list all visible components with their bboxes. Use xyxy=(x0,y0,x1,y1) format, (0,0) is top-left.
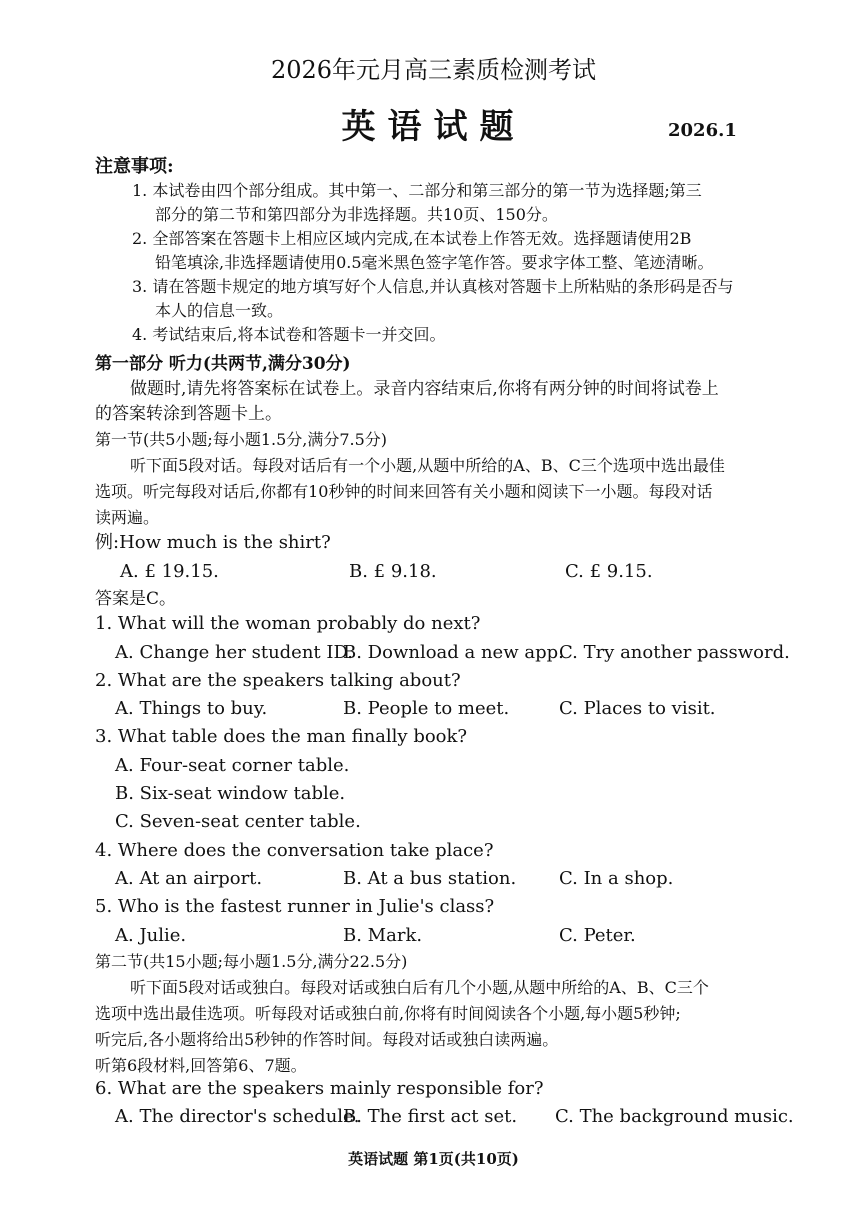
section1-intro: 听下面5段对话。每段对话后有一个小题,从题中所给的A、B、C三个选项中选出最佳 xyxy=(130,456,725,475)
question-4-option-a: A. At an airport. xyxy=(115,868,263,889)
question-2: 2. What are the speakers talking about? xyxy=(95,670,461,691)
question-6-option-a: A. The director's schedule. xyxy=(115,1106,360,1127)
material-instruction: 听第6段材料,回答第6、7题。 xyxy=(95,1056,307,1075)
question-2-option-a: A. Things to buy. xyxy=(115,698,268,719)
question-2-option-c: C. Places to visit. xyxy=(559,698,716,719)
notice-line: 4. 考试结束后,将本试卷和答题卡一并交回。 xyxy=(132,325,446,344)
example-question: 例:How much is the shirt? xyxy=(95,532,331,553)
question-6-option-b: B. The first act set. xyxy=(343,1106,518,1127)
question-3-option-b: B. Six-seat window table. xyxy=(115,783,346,804)
question-6-option-c: C. The background music. xyxy=(555,1106,794,1127)
question-4-option-c: C. In a shop. xyxy=(559,868,674,889)
notice-line: 1. 本试卷由四个部分组成。其中第一、二部分和第三部分的第一节为选择题;第三 xyxy=(132,181,702,200)
example-answer: 答案是C。 xyxy=(95,589,177,609)
page-footer: 英语试题 第1页(共10页) xyxy=(348,1150,519,1168)
question-6: 6. What are the speakers mainly responsible for? xyxy=(95,1078,544,1099)
example-option-a: A. £ 19.15. xyxy=(120,561,219,582)
section1-intro: 读两遍。 xyxy=(95,508,160,527)
question-5: 5. Who is the fastest runner in Julie's class? xyxy=(95,896,495,917)
notice-line: 2. 全部答案在答题卡上相应区域内完成,在本试卷上作答无效。选择题请使用2B xyxy=(132,229,692,248)
question-3-option-a: A. Four-seat corner table. xyxy=(115,755,350,776)
section2-intro: 听下面5段对话或独白。每段对话或独白后有几个小题,从题中所给的A、B、C三个 xyxy=(130,978,709,997)
notice-line: 铅笔填涂,非选择题请使用0.5毫米黑色签字笔作答。要求字体工整、笔迹清晰。 xyxy=(155,253,714,272)
exam-date: 2026.1 xyxy=(668,120,737,141)
example-option-b: B. £ 9.18. xyxy=(349,561,437,582)
part1-heading: 第一部分 听力(共两节,满分30分) xyxy=(95,354,351,374)
example-option-c: C. £ 9.15. xyxy=(565,561,653,582)
question-2-option-b: B. People to meet. xyxy=(343,698,510,719)
subject-title: 英语试题 xyxy=(341,107,526,147)
question-4-option-b: B. At a bus station. xyxy=(343,868,517,889)
section1-heading: 第一节(共5小题;每小题1.5分,满分7.5分) xyxy=(95,430,388,449)
question-4: 4. Where does the conversation take place? xyxy=(95,840,494,861)
question-5-option-b: B. Mark. xyxy=(343,925,423,946)
question-3-option-c: C. Seven-seat center table. xyxy=(115,811,361,832)
part1-intro: 的答案转涂到答题卡上。 xyxy=(95,404,282,424)
exam-title: 2026年元月高三素质检测考试 xyxy=(270,56,597,84)
question-1: 1. What will the woman probably do next? xyxy=(95,613,481,634)
question-1-option-c: C. Try another password. xyxy=(559,642,790,663)
question-1-option-a: A. Change her student ID. xyxy=(115,642,354,663)
question-5-option-a: A. Julie. xyxy=(115,925,187,946)
section2-intro: 听完后,各小题将给出5秒钟的作答时间。每段对话或独白读两遍。 xyxy=(95,1030,559,1049)
part1-intro: 做题时,请先将答案标在试卷上。录音内容结束后,你将有两分钟的时间将试卷上 xyxy=(130,379,719,399)
section2-heading: 第二节(共15小题;每小题1.5分,满分22.5分) xyxy=(95,952,408,971)
notice-heading: 注意事项: xyxy=(95,156,174,177)
section1-intro: 选项。听完每段对话后,你都有10秒钟的时间来回答有关小题和阅读下一小题。每段对话 xyxy=(95,482,713,501)
question-1-option-b: B. Download a new app. xyxy=(343,642,564,663)
question-5-option-c: C. Peter. xyxy=(559,925,636,946)
notice-line: 本人的信息一致。 xyxy=(155,301,284,320)
section2-intro: 选项中选出最佳选项。听每段对话或独白前,你将有时间阅读各个小题,每小题5秒钟; xyxy=(95,1004,681,1023)
notice-line: 3. 请在答题卡规定的地方填写好个人信息,并认真核对答题卡上所粘贴的条形码是否与 xyxy=(132,277,734,296)
question-3: 3. What table does the man finally book? xyxy=(95,726,468,747)
notice-line: 部分的第二节和第四部分为非选择题。共10页、150分。 xyxy=(155,205,558,224)
